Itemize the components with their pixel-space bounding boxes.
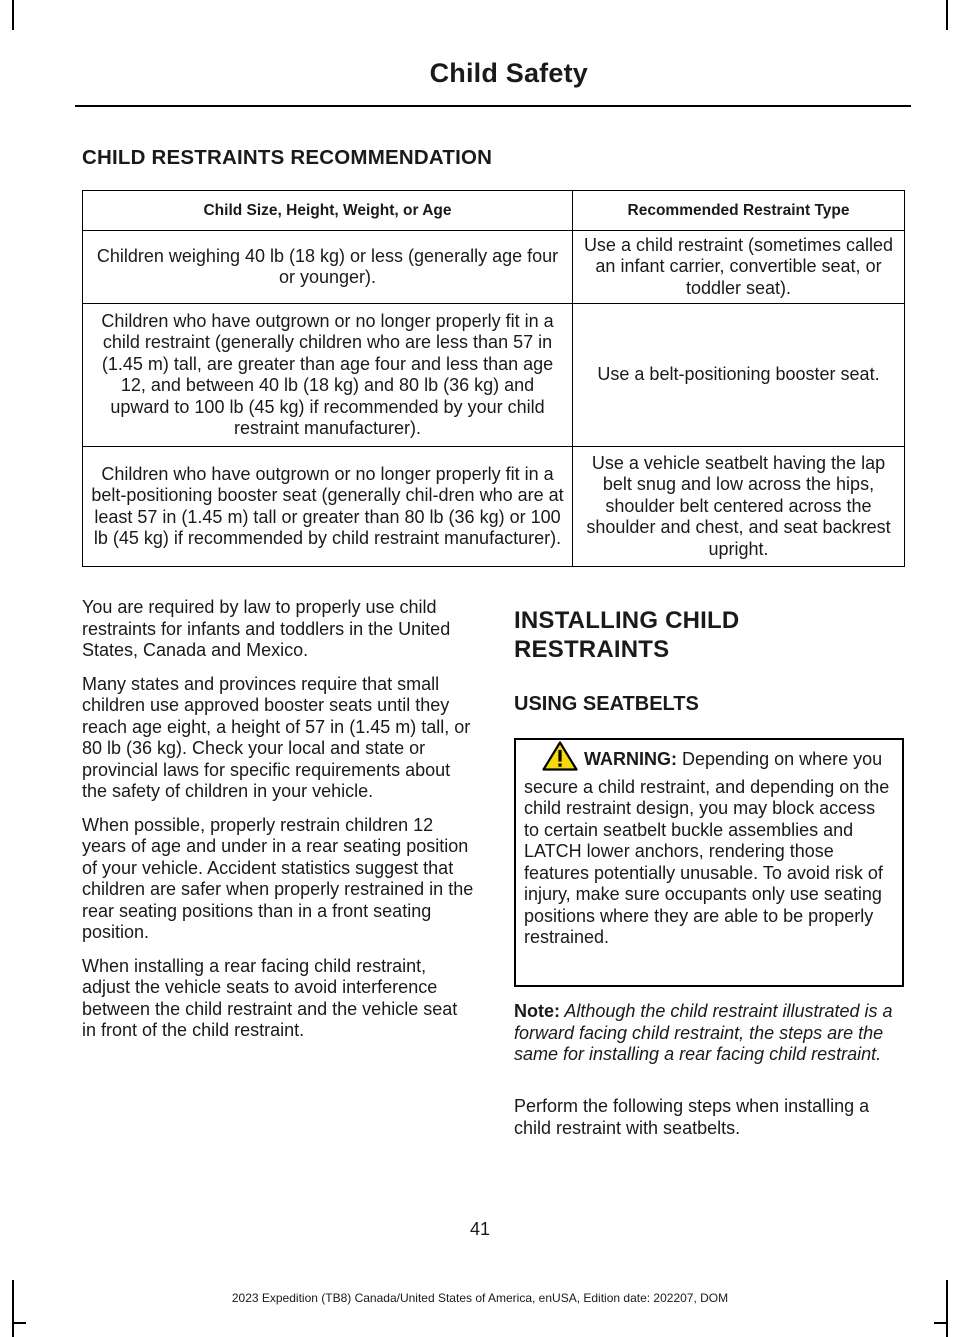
table-cell: Use a child restraint (sometimes called an infant carrier, convertible seat, or toddler seat). [573, 231, 905, 304]
crop-mark-top-right-v [946, 0, 948, 30]
crop-mark-bottom-right-v [946, 1280, 948, 1337]
paragraph: When possible, properly restrain children 12 years of age and under in a rear seating position of your vehicle. Accident statistics suggest that children are safer when properly restrained in the rear seating positions than in a front seating position. [82, 814, 474, 942]
paragraph: Many states and provinces require that small children use approved booster seats until they reach age eight, a height of 57 in (1.45 m) tall, or 80 lb (36 kg). Check your local and state or provincial laws for specific requirements about the safety of children in your vehicle. [82, 673, 471, 801]
warning-paragraph [524, 740, 894, 949]
table-row [83, 231, 905, 304]
section-title: CHILD RESTRAINTS RECOMMENDATION [82, 146, 493, 169]
warning-label: WARNING: [584, 749, 677, 769]
page-header-title: Child Safety [429, 58, 588, 88]
note-label: Note: [514, 1001, 560, 1021]
steps-intro: Perform the following steps when installing a child restraint with seatbelts. [514, 1096, 870, 1138]
warning-text: Depending on where you secure a child restraint, and depending on the child restraint design, you may block access to certain seatbelt buckle assemblies and LATCH lower anchors, rendering those features potentially unusable. To avoid risk of injury, make sure occupants only use seating positions where they are able to be properly restrained. [524, 749, 890, 947]
section-heading-line-2: RESTRAINTS [514, 636, 670, 663]
crop-mark-bottom-left-v [12, 1280, 14, 1337]
table-header-cell: Child Size, Height, Weight, or Age [83, 191, 573, 231]
table-cell: Children weighing 40 lb (18 kg) or less (generally age four or younger). [83, 231, 573, 304]
crop-mark-top-left-v [12, 0, 14, 30]
note [514, 1001, 906, 1066]
table-cell: Use a vehicle seatbelt having the lap belt snug and low across the hips, shoulder belt centered across the shoulder and chest, and seat backrest upright. [573, 447, 905, 567]
crop-mark-bottom-left-h [12, 1322, 26, 1324]
subsection-heading: USING SEATBELTS [514, 693, 699, 715]
table-header-row [83, 191, 905, 231]
table-header-cell: Recommended Restraint Type [573, 191, 905, 231]
footer-edition: 2023 Expedition (TB8) Canada/United States of America, enUSA, Edition date: 202207, DOM [231, 1291, 729, 1305]
paragraph: You are required by law to properly use child restraints for infants and toddlers in the United States, Canada and Mexico. [82, 597, 451, 660]
table-cell: Children who have outgrown or no longer properly fit in a child restraint (generally children who are less than 57 in (1.45 m) tall, are greater than age four and less than age 12, and between 40 lb (18 kg) and 80 lb (36 kg) and upward to 100 lb (45 kg) if recommended by your child restraint manufacturer). [83, 304, 573, 447]
section-heading-line-1: INSTALLING CHILD [514, 607, 740, 634]
warning-triangle-icon [542, 741, 578, 777]
table-cell: Children who have outgrown or no longer properly fit in a belt-positioning booster seat (generally chil-dren who are at least 57 in (1.45 m) tall or greater than 80 lb (36 kg) or 100 lb (45 kg) if recommended by child restraint manufacturer). [83, 447, 573, 567]
note-text: Although the child restraint illustrated is a forward facing child restraint, the steps are the same for installing a rear facing child restraint. [514, 1001, 893, 1064]
paragraph: When installing a rear facing child restraint, adjust the vehicle seats to avoid interference between the child restraint and the vehicle seat in front of the child restraint. [82, 955, 458, 1040]
table-cell: Use a belt-positioning booster seat. [573, 304, 905, 447]
page-number: 41 [469, 1219, 491, 1239]
crop-mark-bottom-right-h [934, 1322, 948, 1324]
header-divider [75, 105, 911, 107]
right-column-headings [514, 606, 906, 716]
table-row [83, 447, 905, 567]
left-column [82, 597, 474, 1054]
restraint-recommendation-table [82, 190, 905, 567]
warning-box [514, 738, 904, 987]
table-row [83, 304, 905, 447]
